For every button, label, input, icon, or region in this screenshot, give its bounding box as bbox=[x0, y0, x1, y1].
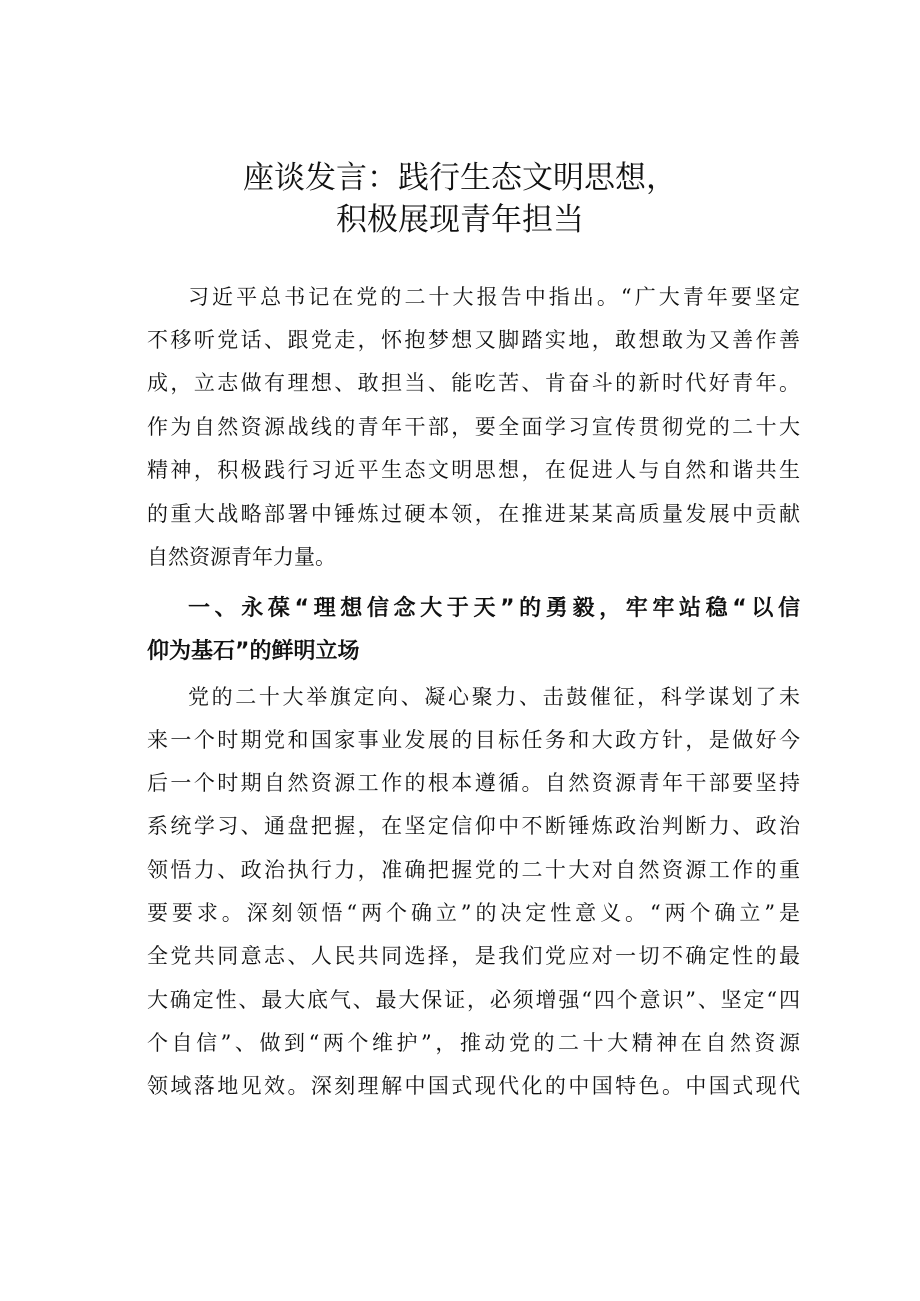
text-line: 大确定性、最大底气、最大保证，必须增强“四个意识”、坚定“四 bbox=[147, 988, 800, 1012]
text-line: 习近平总书记在党的二十大报告中指出。“广大青年要坚定 bbox=[188, 285, 800, 309]
text-line: 领悟力、政治执行力，准确把握党的二十大对自然资源工作的重 bbox=[147, 858, 800, 882]
text-line: 作为自然资源战线的青年干部，要全面学习宣传贯彻党的二十大 bbox=[147, 415, 800, 439]
text-line: 来一个时期党和国家事业发展的目标任务和大政方针，是做好今 bbox=[147, 728, 800, 752]
text-line: 全党共同意志、人民共同选择，是我们党应对一切不确定性的最 bbox=[147, 944, 800, 968]
title-line: 座谈发言：践行生态文明思想， bbox=[243, 160, 677, 196]
text-line: 个自信”、做到“两个维护”，推动党的二十大精神在自然资源 bbox=[147, 1031, 800, 1055]
heading-line: 一、永葆“理想信念大于天”的勇毅，牢牢站稳“以信 bbox=[188, 596, 800, 621]
text-line: 要要求。深刻领悟“两个确立”的决定性意义。“两个确立”是 bbox=[147, 901, 800, 925]
title-line: 积极展现青年担当 bbox=[336, 202, 584, 238]
text-line: 的重大战略部署中锤炼过硬本领，在推进某某高质量发展中贡献 bbox=[147, 502, 800, 526]
text-line: 党的二十大举旗定向、凝心聚力、击鼓催征，科学谋划了未 bbox=[188, 685, 800, 709]
text-line: 系统学习、通盘把握，在坚定信仰中不断锤炼政治判断力、政治 bbox=[147, 814, 800, 838]
text-line: 不移听党话、跟党走，怀抱梦想又脚踏实地，敢想敢为又善作善 bbox=[147, 328, 800, 352]
heading-line: 仰为基石”的鲜明立场 bbox=[147, 639, 360, 664]
text-line: 领域落地见效。深刻理解中国式现代化的中国特色。中国式现代 bbox=[147, 1074, 800, 1098]
text-line: 成，立志做有理想、敢担当、能吃苦、肯奋斗的新时代好青年。 bbox=[147, 371, 800, 395]
text-line: 后一个时期自然资源工作的根本遵循。自然资源青年干部要坚持 bbox=[147, 771, 800, 795]
text-line: 自然资源青年力量。 bbox=[147, 545, 336, 569]
text-line: 精神，积极践行习近平生态文明思想，在促进人与自然和谐共生 bbox=[147, 458, 800, 482]
